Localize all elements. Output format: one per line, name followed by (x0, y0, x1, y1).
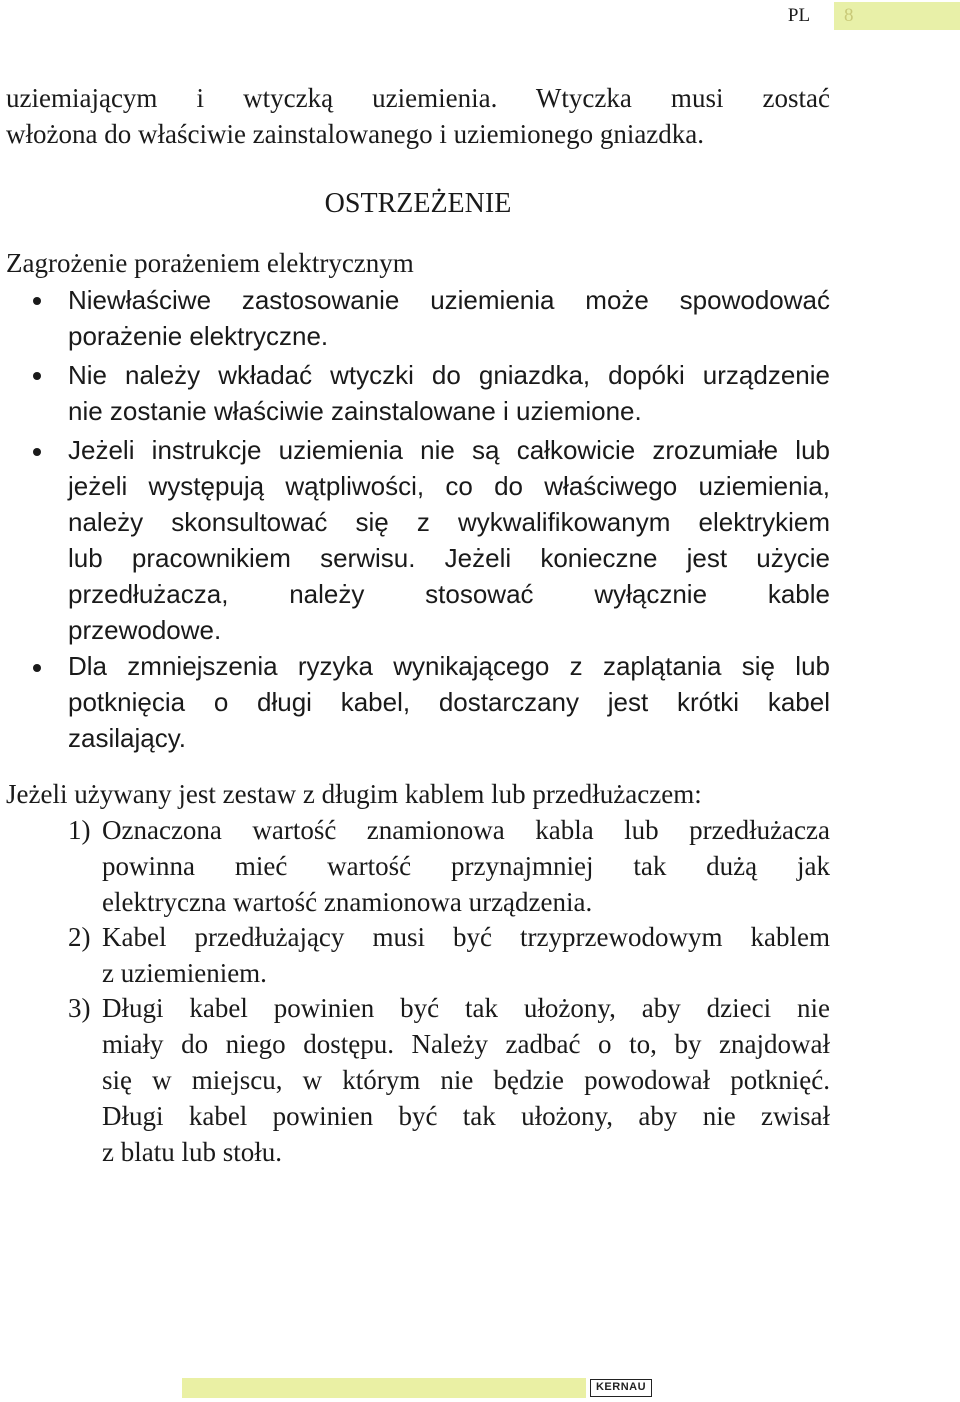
warning-bullet-2: Nie należy wkładać wtyczki do gniazdka, dopóki urządzenie nie zostanie właściwie zainstalowane i uziemione. (68, 360, 830, 426)
warning-heading: OSTRZEŻENIE (324, 188, 512, 219)
extension-item-1: Oznaczona wartość znamionowa kabla lub przedłużacza powinna mieć wartość przynajmniej tak dużą jak elektryczna wartość znamionowa urządzenia. (102, 815, 830, 917)
extension-item-3: Długi kabel powinien być tak ułożony, aby dzieci nie miały do niego dostępu. Należy zadbać o to, by znajdował się w miejscu, w którym nie będzie powodował potknięć. Długi kabel powinien być tak ułożony, aby nie zwisał z blatu lub stołu. (102, 993, 830, 1167)
brand-logo: KERNAU (590, 1379, 652, 1397)
bullet-icon (33, 297, 41, 305)
bullet-icon (33, 664, 41, 672)
language-label: PL (787, 5, 811, 26)
list-number: 2) (68, 922, 91, 952)
bullet-icon (33, 448, 41, 456)
page-number: 8 (834, 2, 960, 30)
intro-line-2: włożona do właściwie zainstalowanego i uziemionego gniazdka. (6, 119, 705, 149)
list-number: 3) (68, 993, 91, 1023)
list-number: 1) (68, 815, 91, 845)
extension-intro: Jeżeli używany jest zestaw z długim kablem lub przedłużaczem: (6, 779, 702, 809)
footer-bar (182, 1378, 586, 1398)
warning-bullet-3: Jeżeli instrukcje uziemienia nie są całkowicie zrozumiałe lub jeżeli występują wątpliwości, co do właściwego uziemienia, należy skonsultować się z wykwalifikowanym elektrykiem lub pracownikiem serwisu. Jeżeli konieczne jest użycie przedłużacza, należy stosować wyłącznie kable przewodowe. (68, 435, 830, 645)
warning-bullet-1: Niewłaściwe zastosowanie uziemienia może spowodować porażenie elektryczne. (68, 285, 830, 351)
warning-bullet-4: Dla zmniejszenia ryzyka wynikającego z zaplątania się lub potknięcia o długi kabel, dostarczany jest krótki kabel zasilający. (68, 651, 830, 753)
extension-item-2: Kabel przedłużający musi być trzyprzewodowym kablem z uziemieniem. (102, 922, 830, 988)
bullet-icon (33, 372, 41, 380)
intro-line-1: uziemiającym i wtyczką uziemienia. Wtyczka musi zostać (6, 83, 830, 113)
warning-subheading: Zagrożenie porażeniem elektrycznym (6, 248, 414, 278)
